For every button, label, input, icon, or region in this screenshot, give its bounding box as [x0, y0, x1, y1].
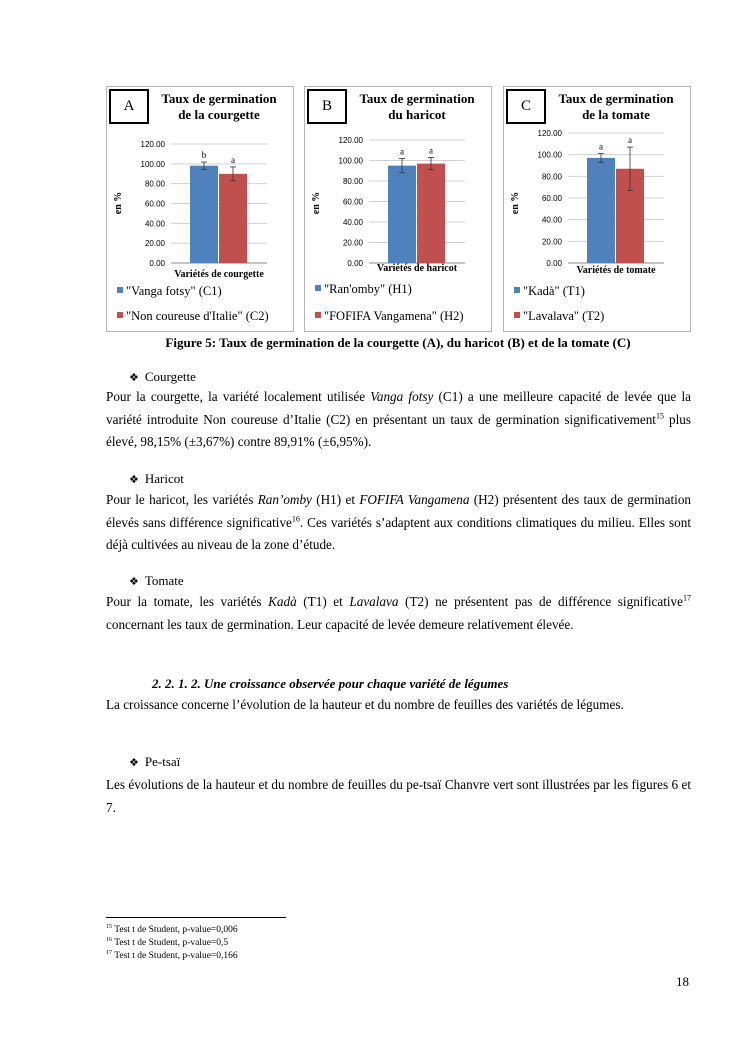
bullet-courgette: ❖ Courgette	[129, 369, 196, 384]
footnote-ref: 17	[683, 593, 691, 603]
footnote-ref: 16	[291, 514, 300, 524]
bar	[219, 174, 247, 263]
y-tick-label: 120.00	[140, 140, 165, 149]
panel-letter-b: B	[307, 89, 347, 124]
legend-item: "Lavalava" (T2)	[514, 309, 604, 324]
legend-item: "FOFIFA Vangamena" (H2)	[315, 309, 464, 324]
y-tick-label: 80.00	[541, 172, 562, 182]
x-axis-label: Variétés de tomate	[576, 265, 656, 276]
significance-letter: a	[429, 145, 433, 156]
panel-letter-a: A	[109, 89, 149, 124]
y-tick-label: 100.00	[537, 150, 562, 160]
footnote-ref: 15	[655, 411, 664, 421]
y-tick-label: 60.00	[144, 199, 165, 209]
y-axis-label: en %	[113, 191, 124, 215]
x-axis-label: Variétés de haricot	[376, 263, 458, 274]
bar	[190, 166, 218, 263]
paragraph-courgette: Pour la courgette, la variété localement utilisée Vanga fotsy (C1) a une meilleure capacité de levée que la variété introduite Non coureuse d’Italie (C2) en présentant un taux de germination significativement$^{15}$ plus élevé, 98,15% (±3,67%) contre 89,91% (±6,95%).	[106, 389, 691, 450]
diamond-bullet-icon: ❖	[129, 575, 139, 588]
legend-item: "Ran'omby" (H1)	[315, 282, 412, 297]
significance-letter: a	[628, 135, 632, 146]
footnote: $^{17}$ Test t de Student, p-value=0,166	[106, 950, 238, 962]
y-tick-label: 60.00	[342, 197, 363, 207]
bar	[388, 166, 416, 263]
chart-title-courgette: Taux de germination de la courgette	[161, 91, 277, 122]
figure-caption: Figure 5: Taux de germination de la courgette (A), du haricot (B) et de la tomate (C)	[165, 335, 631, 350]
significance-letter: b	[201, 150, 207, 161]
significance-letter: a	[400, 146, 404, 157]
y-tick-label: 0.00	[149, 259, 165, 268]
y-tick-label: 120.00	[338, 136, 363, 145]
chart-haricot	[304, 86, 492, 332]
paragraph-petsai: Les évolutions de la hauteur et du nombre de feuilles du pe-tsaï Chanvre vert sont illustrées par les figures 6 et 7.	[106, 777, 691, 815]
y-tick-label: 120.00	[537, 129, 562, 138]
significance-letter: a	[599, 141, 603, 152]
bar	[417, 164, 445, 263]
chart-title-haricot: Taux de germination du haricot	[359, 91, 475, 122]
y-tick-label: 0.00	[347, 259, 363, 268]
legend-swatch-icon	[315, 285, 321, 291]
y-tick-label: 40.00	[541, 215, 562, 225]
chart-title-tomate: Taux de germination de la tomate	[558, 91, 674, 122]
diamond-bullet-icon: ❖	[129, 371, 139, 384]
legend-item: "Non coureuse d'Italie" (C2)	[117, 309, 269, 324]
paragraph-tomate: Pour la tomate, les variétés Kadà (T1) et Lavalava (T2) ne présentent pas de différence significative$^{17}$ concernant les taux de germination. Leur capacité de levée demeure relativement élevée.	[106, 593, 691, 632]
footnote: $^{16}$ Test t de Student, p-value=0,5	[106, 937, 229, 949]
page-number: 18	[676, 974, 689, 989]
bar	[587, 158, 615, 263]
y-axis-label: en %	[510, 191, 521, 215]
y-tick-label: 100.00	[338, 156, 363, 166]
y-tick-label: 80.00	[144, 179, 165, 189]
chart-courgette	[106, 86, 294, 332]
legend-item: "Kadà" (T1)	[514, 284, 585, 299]
legend-swatch-icon	[315, 312, 321, 318]
legend-item: "Vanga fotsy" (C1)	[117, 284, 222, 299]
chart-tomate	[503, 86, 691, 332]
legend-swatch-icon	[117, 312, 123, 318]
y-tick-label: 100.00	[140, 159, 165, 169]
paragraph-haricot: Pour le haricot, les variétés Ran’omby (H1) et FOFIFA Vangamena (H2) présentent des taux de germination élevés sans différence significative$^{16}$. Ces variétés s’adaptent aux conditions climatiques du milieu. Elles sont déjà cultivées au niveau de la zone d’étude.	[106, 492, 692, 553]
bullet-haricot: ❖ Haricot	[129, 471, 184, 486]
footnote-divider	[106, 917, 286, 918]
significance-letter: a	[231, 154, 235, 165]
legend-swatch-icon	[117, 287, 123, 293]
y-tick-label: 20.00	[342, 238, 363, 248]
diamond-bullet-icon: ❖	[129, 473, 139, 486]
y-tick-label: 40.00	[342, 218, 363, 227]
y-axis-label: en %	[311, 191, 322, 215]
y-tick-label: 0.00	[546, 259, 562, 268]
x-axis-label: Variétés de courgette	[174, 269, 264, 280]
footnote: $^{15}$ Test t de Student, p-value=0,006	[106, 924, 238, 936]
section-heading: 2. 2. 1. 2. Une croissance observée pour chaque variété de légumes	[152, 676, 509, 691]
paragraph-croissance: La croissance concerne l’évolution de la hauteur et du nombre de feuilles des variétés de légumes.	[106, 697, 624, 712]
y-tick-label: 20.00	[144, 239, 165, 249]
legend-swatch-icon	[514, 287, 520, 293]
y-tick-label: 20.00	[541, 237, 562, 247]
bullet-tomate: ❖ Tomate	[129, 573, 184, 588]
panel-letter-c: C	[506, 89, 546, 124]
y-tick-label: 40.00	[144, 219, 165, 229]
y-tick-label: 80.00	[342, 177, 363, 186]
legend-swatch-icon	[514, 312, 520, 318]
bullet-petsai: ❖ Pe-tsaï	[129, 754, 181, 769]
y-tick-label: 60.00	[541, 194, 562, 203]
diamond-bullet-icon: ❖	[129, 756, 139, 769]
